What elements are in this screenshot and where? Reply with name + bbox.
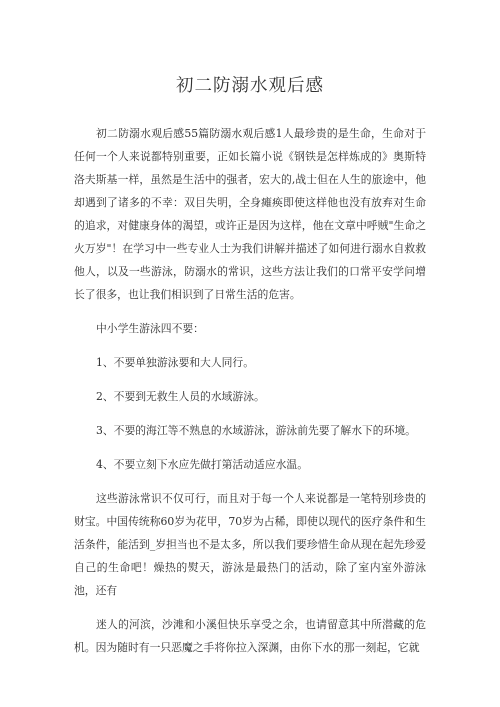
paragraph-rule-1: 1、不要单独游泳要和大人同行。	[96, 356, 255, 369]
document-body	[74, 122, 426, 659]
paragraph-continued: 迷人的河滨，沙滩和小溪但快乐享受之余，也请留意其中所潜藏的危机。因为随时有一只恶魔之手将你拉入深渊，由你下水的那一刻起，它就	[74, 618, 426, 654]
paragraph-rule-4: 4、不要立刻下水应先做打第活动适应水温。	[96, 458, 309, 471]
document-title: 初二防溺水观后感	[176, 76, 324, 96]
paragraph-rule-2: 2、不要到无救生人员的水域游泳。	[96, 390, 265, 403]
paragraph-rule-3: 3、不要的海江等不熟息的水域游泳，游泳前先要了解水下的环境。	[96, 424, 416, 437]
paragraph-summary: 这些游泳常识不仅可行，而且对于每一个人来说都是一笔特别珍贵的财宝。中国传统称60岁为花甲，70岁为占稀，即使以现代的医疗条件和生活条件，能活到_岁担当也不是太多，所以我们要珍惜生命从现在起先珍爱自己的生命吧！燥热的熨天，游泳是最热门的活动，除了室内室外游泳池，还有	[74, 492, 426, 597]
paragraph-rules-heading: 中小学生游泳四不要：	[96, 322, 204, 335]
paragraph-intro: 初二防溺水观后感55篇防溺水观后感1人最珍贵的是生命，生命对于任何一个人来说都特别重要，正如长篇小说《钢铁是怎样炼成的》奥斯特洛夫斯基一样，虽然是生活中的强者，宏大的,战士但在人生的旅途中，他却遇到了诸多的不幸：双目失明，全身瘫痪即使这样他也没有放弃对生命的追求，对健康身体的渴望，或许正是因为这样，他在文章中呼贼"生命之火万岁"！在学习中一些专业人士为我们讲解并描述了如何进行溺水自救救他人，以及一些游泳，防溺水的常识，这些方法让我们的口常平安学问增长了很多，也让我们相识到了日常生活的危害。	[74, 127, 426, 301]
